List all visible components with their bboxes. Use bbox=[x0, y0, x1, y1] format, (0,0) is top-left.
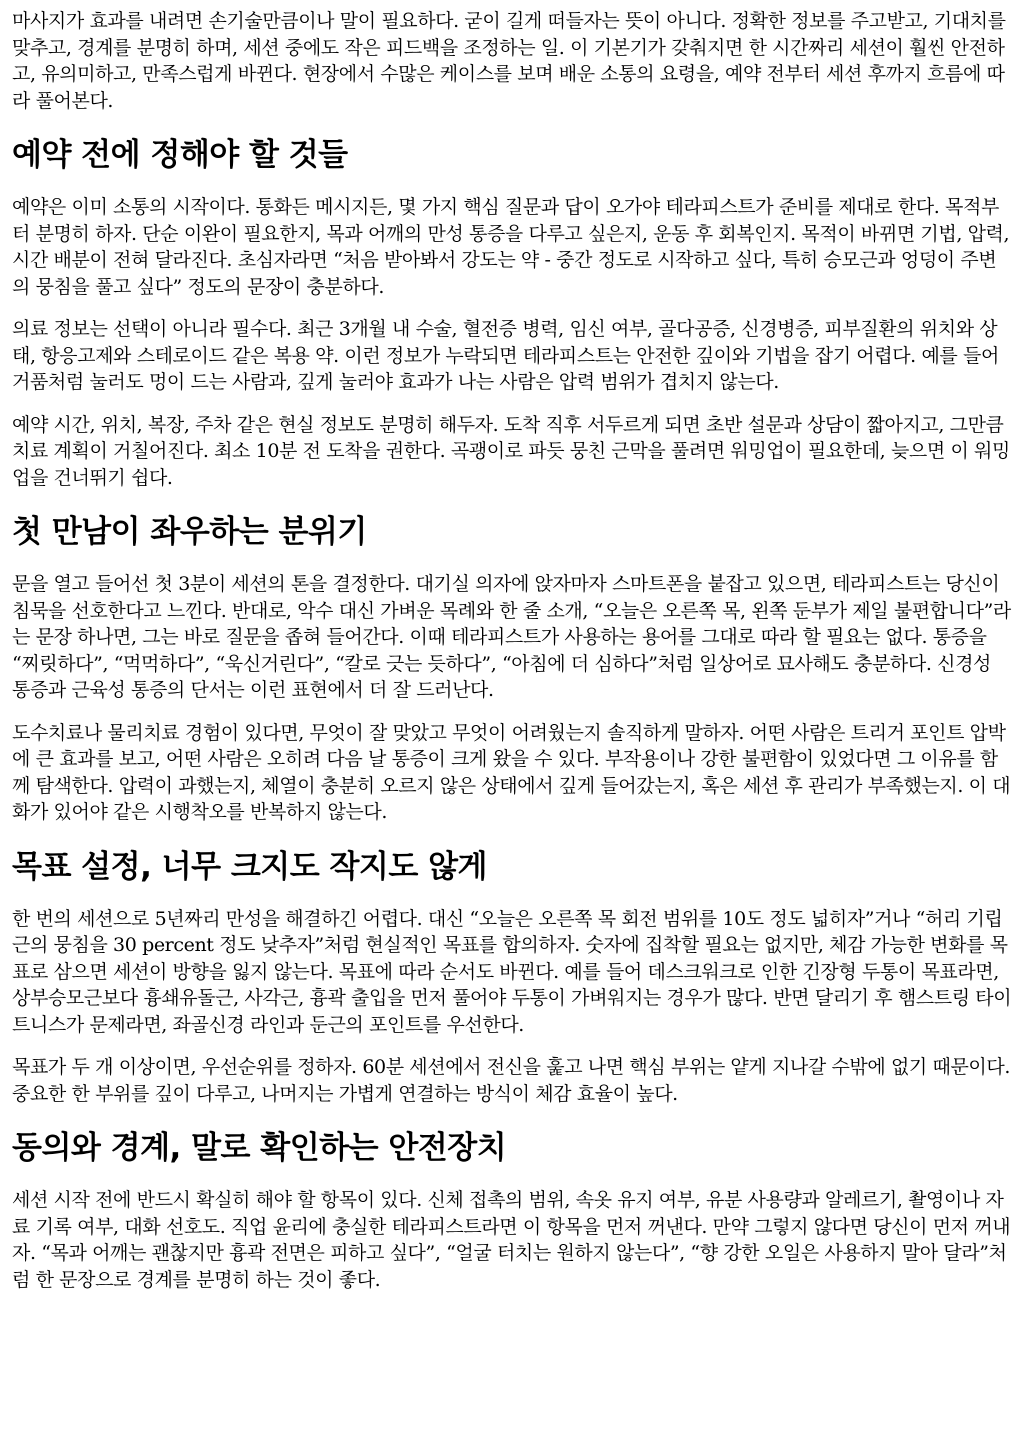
section-heading-goals: 목표 설정, 너무 크지도 작지도 않게 bbox=[12, 848, 487, 885]
goals-paragraph-1: 한 번의 세션으로 5년짜리 만성을 해결하긴 어렵다. 대신 “오늘은 오른쪽 목 회전 범위를 10도 정도 넓히자”거나 “허리 기립근의 뭉침을 30 percent 정도 낮추자”처럼 현실적인 목표를 합의하자. 숫자에 집착할 필요는 없지만, 체감 가능한 변화를 목표로 삼으면 세션이 방향을 잃지 않는다. 목표에 따라 순서도 바뀐다. 예를 들어 데스크워크로 인한 긴장형 두통이 목표라면, 상부승모근보다 흉쇄유돌근, 사각근, 흉곽 출입을 먼저 풀어야 두통이 가벼워지는 경우가 많다. 반면 달리기 후 햄스트링 타이트니스가 문제라면, 좌골신경 라인과 둔근의 포인트를 우선한다. bbox=[12, 907, 1012, 1036]
intro-paragraph: 마사지가 효과를 내려면 손기술만큼이나 말이 필요하다. 굳이 길게 떠들자는 뜻이 아니다. 정확한 정보를 주고받고, 기대치를 맞추고, 경계를 분명히 하며, 세션 중에도 작은 피드백을 조정하는 일. 이 기본기가 갖춰지면 한 시간짜리 세션이 훨씬 안전하고, 유의미하고, 만족스럽게 바뀐다. 현장에서 수많은 케이스를 보며 배운 소통의 요령을, 예약 전부터 세션 후까지 흐름에 따라 풀어본다. bbox=[12, 10, 1006, 112]
first-meeting-paragraph-1: 문을 열고 들어선 첫 3분이 세션의 톤을 결정한다. 대기실 의자에 앉자마자 스마트폰을 붙잡고 있으면, 테라피스트는 당신이 침묵을 선호한다고 느낀다. 반대로, 악수 대신 가벼운 목례와 한 줄 소개, “오늘은 오른쪽 목, 왼쪽 둔부가 제일 불편합니다”라는 문장 하나면, 그는 바로 질문을 좁혀 들어간다. 이때 테라피스트가 사용하는 용어를 그대로 따라 할 필요는 없다. 통증을 “찌릿하다”, “먹먹하다”, “욱신거린다”, “칼로 긋는 듯하다”, “아침에 더 심하다”처럼 일상어로 묘사해도 충분하다. 신경성 통증과 근육성 통증의 단서는 이런 표현에서 더 잘 드러난다. bbox=[12, 573, 1011, 701]
booking-paragraph-2: 의료 정보는 선택이 아니라 필수다. 최근 3개월 내 수술, 혈전증 병력, 임신 여부, 골다공증, 신경병증, 피부질환의 위치와 상태, 항응고제와 스테로이드 같은 복용 약. 이런 정보가 누락되면 테라피스트는 안전한 깊이와 기법을 잡기 어렵다. 예를 들어 거품처럼 눌러도 멍이 드는 사람과, 깊게 눌러야 효과가 나는 사람은 압력 범위가 겹치지 않는다. bbox=[12, 318, 999, 393]
section-heading-consent: 동의와 경계, 말로 확인하는 안전장치 bbox=[12, 1130, 507, 1166]
consent-paragraph-1: 세션 시작 전에 반드시 확실히 해야 할 항목이 있다. 신체 접촉의 범위, 속옷 유지 여부, 유분 사용량과 알레르기, 촬영이나 자료 기록 여부, 대화 선호도. 직업 윤리에 충실한 테라피스트라면 이 항목을 먼저 꺼낸다. 만약 그렇지 않다면 당신이 먼저 꺼내자. “목과 어깨는 괜찮지만 흉곽 전면은 피하고 싶다”, “얼굴 터치는 원하지 않는다”, “향 강한 오일은 사용하지 말아 달라”처럼 한 문장으로 경계를 분명히 하는 것이 좋다. bbox=[12, 1189, 1011, 1291]
goals-paragraph-2: 목표가 두 개 이상이면, 우선순위를 정하자. 60분 세션에서 전신을 훑고 나면 핵심 부위는 얕게 지나갈 수밖에 없기 때문이다. 중요한 한 부위를 깊이 다루고, 나머지는 가볍게 연결하는 방식이 체감 효율이 높다. bbox=[12, 1056, 1010, 1105]
section-heading-first-meeting: 첫 만남이 좌우하는 분위기 bbox=[12, 514, 367, 550]
first-meeting-paragraph-2: 도수치료나 물리치료 경험이 있다면, 무엇이 잘 맞았고 무엇이 어려웠는지 솔직하게 말하자. 어떤 사람은 트리거 포인트 압박에 큰 효과를 보고, 어떤 사람은 오히려 다음 날 통증이 크게 왔을 수 있다. 부작용이나 강한 불편함이 있었다면 그 이유를 함께 탐색한다. 압력이 과했는지, 체열이 충분히 오르지 않은 상태에서 깊게 들어갔는지, 혹은 세션 후 관리가 부족했는지. 이 대화가 있어야 같은 시행착오를 반복하지 않는다. bbox=[12, 721, 1011, 823]
section-heading-booking: 예약 전에 정해야 할 것들 bbox=[12, 137, 348, 173]
booking-paragraph-3: 예약 시간, 위치, 복장, 주차 같은 현실 정보도 분명히 해두자. 도착 직후 서두르게 되면 초반 설문과 상담이 짧아지고, 그만큼 치료 계획이 거칠어진다. 최소 10분 전 도착을 권한다. 곡괭이로 파듯 뭉친 근막을 풀려면 워밍업이 필요한데, 늦으면 이 워밍업을 건너뛰기 쉽다. bbox=[12, 413, 1010, 489]
booking-paragraph-1: 예약은 이미 소통의 시작이다. 통화든 메시지든, 몇 가지 핵심 질문과 답이 오가야 테라피스트가 준비를 제대로 한다. 목적부터 분명히 하자. 단순 이완이 필요한지, 목과 어깨의 만성 통증을 다루고 싶은지, 운동 후 회복인지. 목적이 바뀌면 기법, 압력, 시간 배분이 전혀 달라진다. 초심자라면 “처음 받아봐서 강도는 약 - 중간 정도로 시작하고 싶다, 특히 승모근과 엉덩이 주변의 뭉침을 풀고 싶다” 정도의 문장이 충분하다. bbox=[12, 196, 1010, 298]
